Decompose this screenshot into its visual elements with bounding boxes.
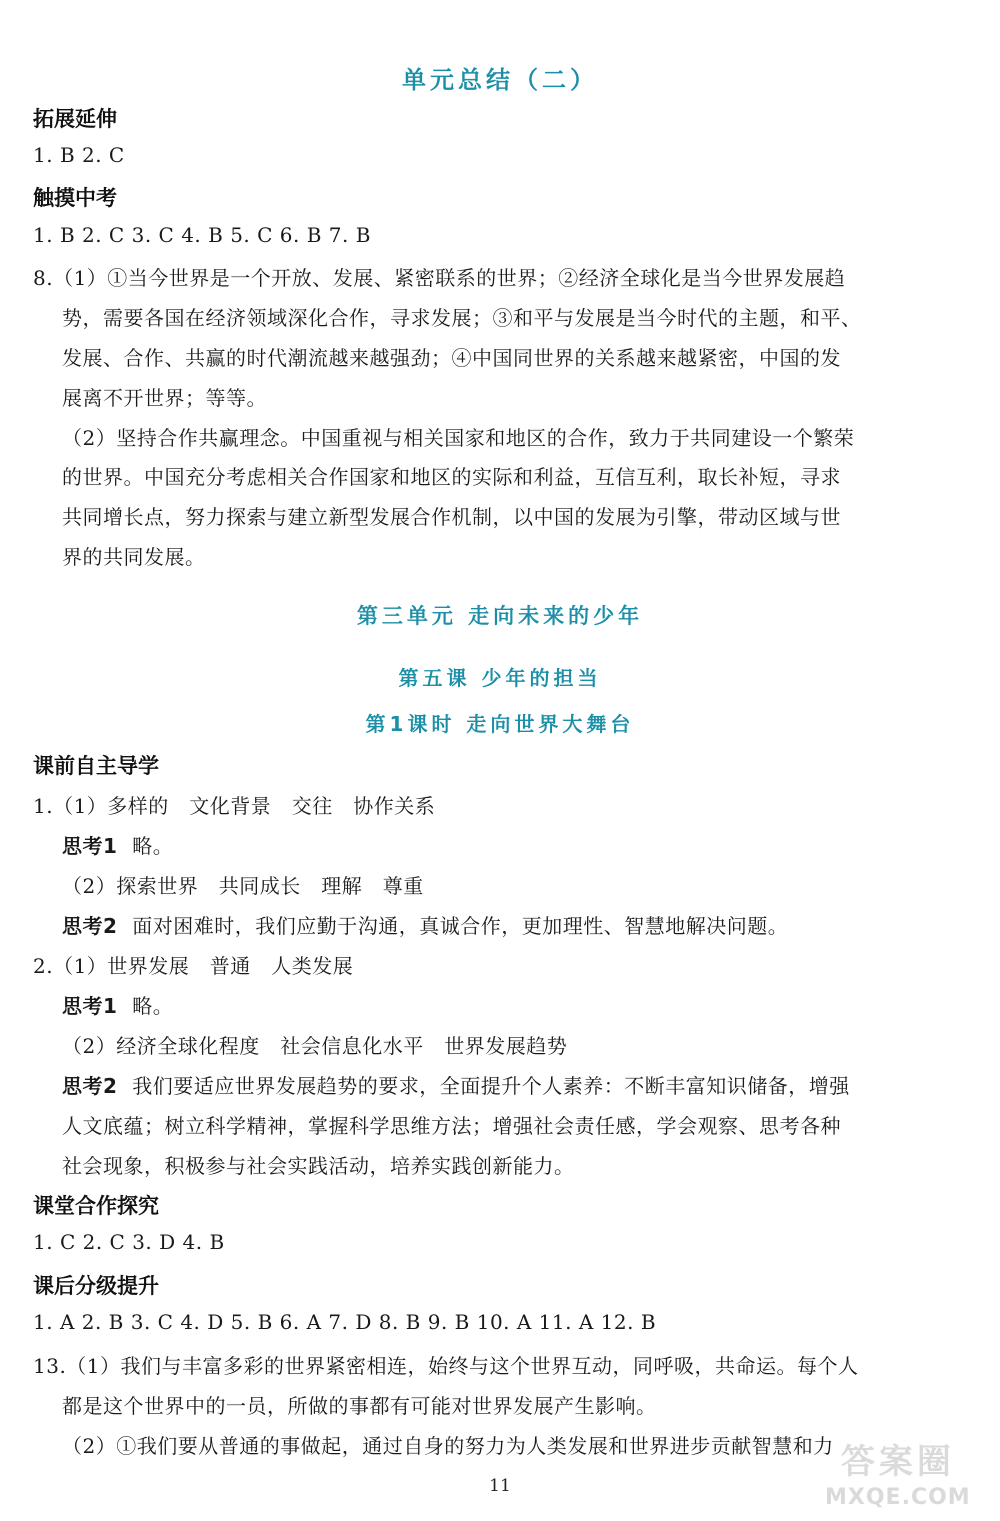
think-text: 略。 bbox=[132, 994, 174, 1018]
period1-title: 第1课时 走向世界大舞台 bbox=[365, 712, 635, 736]
think-label: 思考2 bbox=[62, 914, 118, 938]
watermark-top: 答案圈 bbox=[840, 1442, 955, 1482]
think-label: 思考1 bbox=[62, 834, 118, 858]
answer-line: 13.（1）我们与丰富多彩的世界紧密相连，始终与这个世界互动，同呼吸，共命运。每个人 bbox=[33, 1354, 859, 1378]
answer-line: 发展、合作、共赢的时代潮流越来越强劲；④中国同世界的关系越来越紧密，中国的发 bbox=[62, 346, 841, 370]
answer-line: 1.（1）多样的 文化背景 交往 协作关系 bbox=[33, 794, 436, 818]
section-chumo: 触摸中考 bbox=[33, 186, 117, 210]
answer-line: 1. A 2. B 3. C 4. D 5. B 6. A 7. D 8. B 9. B 10. A 11. A 12. B bbox=[33, 1310, 657, 1334]
think-text: 我们要适应世界发展趋势的要求，全面提升个人素养：不断丰富知识储备，增强 bbox=[132, 1074, 850, 1098]
answer-line: 1. B 2. C 3. C 4. B 5. C 6. B 7. B bbox=[33, 223, 371, 247]
section-keqian: 课前自主导学 bbox=[33, 754, 159, 778]
answer-line: 展离不开世界；等等。 bbox=[62, 386, 267, 410]
answer-line: （2）坚持合作共赢理念。中国重视与相关国家和地区的合作，致力于共同建设一个繁荣 bbox=[62, 426, 855, 450]
think-line bbox=[62, 830, 173, 859]
think-label: 思考2 bbox=[62, 1074, 118, 1098]
think-text: 面对困难时，我们应勤于沟通，真诚合作，更加理性、智慧地解决问题。 bbox=[132, 914, 789, 938]
answer-line: （2）①我们要从普通的事做起，通过自身的努力为人类发展和世界进步贡献智慧和力 bbox=[62, 1434, 834, 1458]
answer-line: 共同增长点，努力探索与建立新型发展合作机制，以中国的发展为引擎，带动区域与世 bbox=[62, 505, 841, 529]
answer-line: 1. B 2. C bbox=[33, 143, 125, 167]
answer-line: 2.（1）世界发展 普通 人类发展 bbox=[33, 954, 354, 978]
section-tuozhan: 拓展延伸 bbox=[33, 107, 117, 131]
think-line bbox=[62, 1070, 850, 1099]
page-number: 11 bbox=[489, 1476, 511, 1496]
unit-summary-title: 单元总结（二） bbox=[402, 66, 598, 94]
answer-line: 势，需要各国在经济领域深化合作，寻求发展；③和平与发展是当今时代的主题，和平、 bbox=[62, 306, 862, 330]
answer-line: （2）探索世界 共同成长 理解 尊重 bbox=[62, 874, 424, 898]
answer-line: 界的共同发展。 bbox=[62, 545, 206, 569]
lesson5-title: 第五课 少年的担当 bbox=[398, 666, 602, 690]
answer-line: 8.（1）①当今世界是一个开放、发展、紧密联系的世界；②经济全球化是当今世界发展趋 bbox=[33, 266, 846, 290]
answer-line: 1. C 2. C 3. D 4. B bbox=[33, 1230, 225, 1254]
answer-line: （2）经济全球化程度 社会信息化水平 世界发展趋势 bbox=[62, 1034, 568, 1058]
answer-line: 人文底蕴；树立科学精神，掌握科学思维方法；增强社会责任感，学会观察、思考各种 bbox=[62, 1114, 841, 1138]
section-ketang: 课堂合作探究 bbox=[33, 1194, 159, 1218]
unit3-title: 第三单元 走向未来的少年 bbox=[356, 604, 644, 628]
answer-line: 的世界。中国充分考虑相关合作国家和地区的实际和利益，互信互利，取长补短，寻求 bbox=[62, 465, 841, 489]
think-line bbox=[62, 910, 788, 939]
think-text: 略。 bbox=[132, 834, 174, 858]
think-line bbox=[62, 990, 173, 1019]
answer-line: 都是这个世界中的一员，所做的事都有可能对世界发展产生影响。 bbox=[62, 1394, 657, 1418]
think-label: 思考1 bbox=[62, 994, 118, 1018]
section-kehou: 课后分级提升 bbox=[33, 1274, 159, 1298]
watermark-bottom: MXQE.COM bbox=[825, 1485, 971, 1511]
watermark bbox=[825, 1440, 971, 1513]
answer-line: 社会现象，积极参与社会实践活动，培养实践创新能力。 bbox=[62, 1154, 575, 1178]
